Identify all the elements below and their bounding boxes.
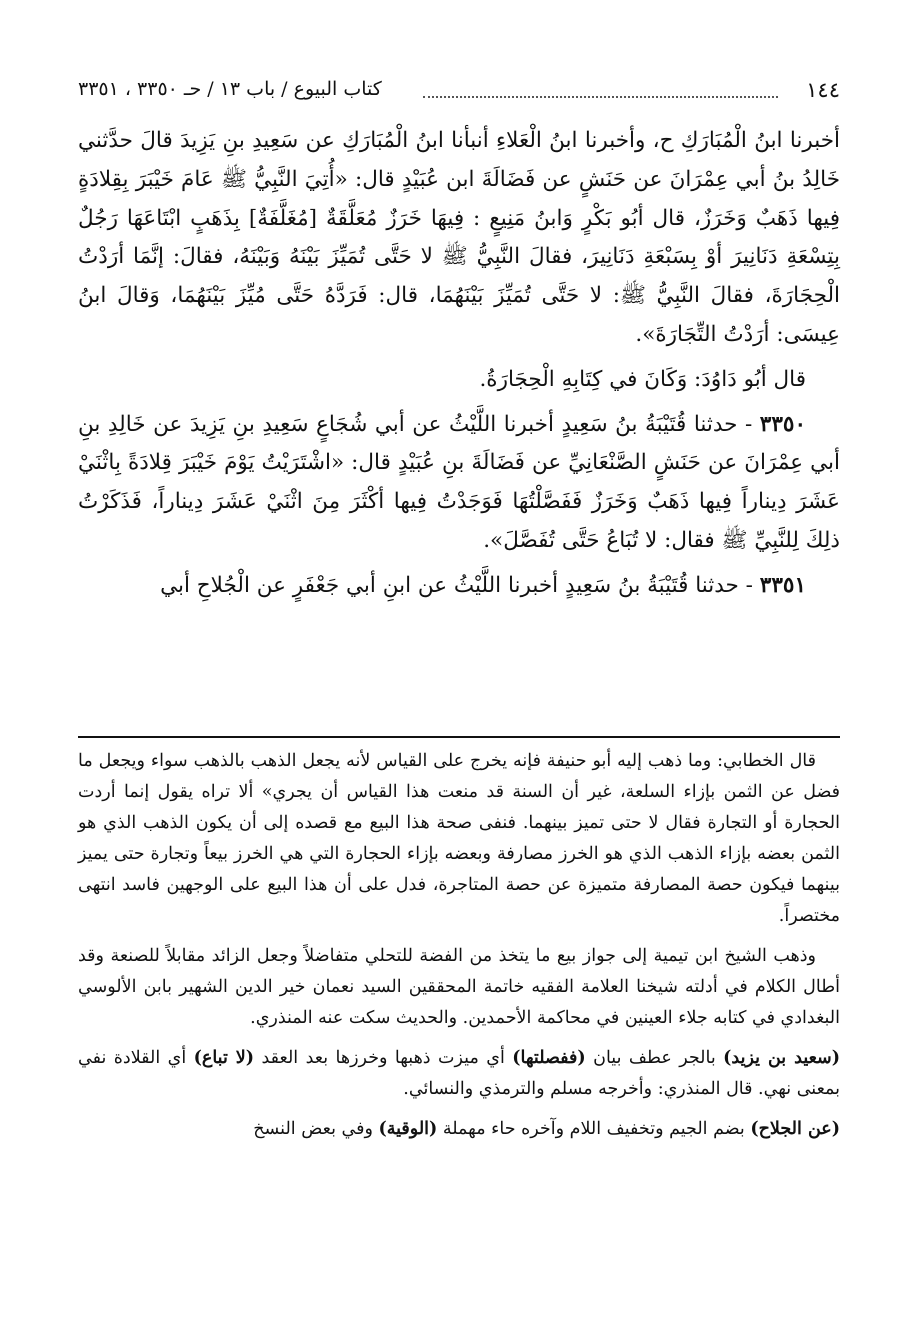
commentary-paragraph-3: [78, 1043, 840, 1105]
term: (لا تباع): [193, 1048, 255, 1068]
commentary-paragraph-2: وذهب الشيخ ابن تيمية إلى جواز بيع ما يتخذ من الفضة للتحلي متفاضلاً وجعل الزائد مقابلاً للصنعة وقد أطال الكلام في أدلته شيخنا العلامة الفقيه خاتمة المحققين السيد نعمان خير الدين الشهير بابن الألوسي البغدادي في كتابه جلاء العينين في محاكمة الأحمدين. والحديث سكت عنه المنذري.: [78, 946, 840, 1028]
commentary-section: [78, 746, 840, 1154]
hadith-3350-text: - حدثنا قُتَيْبَةُ بنُ سَعِيدٍ أخبرنا اللَّيْثُ عن أبي شُجَاعٍ سَعِيدِ بنِ يَزِيدَ عن خَالِدِ بنِ أبي عِمْرَانَ عن حَنَشٍ الصَّنْعَانِيِّ عن فَضَالَةَ بنِ عُبَيْدٍ قال: «اشْتَرَيْتُ يَوْمَ خَيْبَرَ قِلادَةً بِاثْنَيْ عَشَرَ دِيناراً فِيها ذَهَبٌ وَخَرَزٌ فَفَصَّلْتُهَا فَوَجَدْتُ فِيها أكْثَرَ مِنَ اثْنَيْ عَشَرَ دِيناراً، فَذَكَرْتُ ذلِكَ لِلنَّبِيِّ ﷺ فقال: لا تُبَاعُ حَتَّى تُفَصَّلَ».: [78, 411, 840, 553]
gloss: وفي بعض النسخ: [253, 1119, 379, 1139]
hadith-number: ٣٣٥٠: [759, 411, 806, 437]
book-page: [78, 0, 840, 1340]
gloss: أي القلادة نفي بمعنى نهي. قال المنذري: وأخرجه مسلم والترمذي والنسائي.: [78, 1048, 840, 1099]
gloss: أي ميزت ذهبها وخرزها بعد العقد: [254, 1048, 513, 1068]
gloss: بضم الجيم وتخفيف اللام وآخره حاء مهملة: [437, 1119, 751, 1139]
hadith-3350: [78, 406, 840, 561]
abu-dawud-note: قال أبُو دَاوُدَ: وَكَانَ في كِتَابِهِ الْحِجَارَةُ.: [479, 366, 806, 392]
term: (ففصلتها): [512, 1048, 586, 1068]
header-dotted-leader: [423, 96, 778, 98]
commentary-paragraph-1: قال الخطابي: وما ذهب إليه أبو حنيفة فإنه يخرج على القياس لأنه يجعل الذهب بالذهب سواء ويجعل ما فضل عن الثمن بإزاء السلعة، غير أن السنة قد منعت هذا القياس أن يجري» ألا تراه يقول إنما أردت الحجارة أو التجارة فقال لا حتى تميز بينهما. فنفى صحة هذا البيع مع قصده إلى أن يكون الذهب الذي هو الثمن بعضه بإزاء الذهب الذي هو الخرز مصارفة وبعضه بإزاء الحجارة التي هي الخرز بيعاً وتجارة حتى يميز بينهما فيكون حصة المصارفة متميزة عن حصة المتاجرة، فدل على أن هذا البيع على الوجهين فاسد انتهى مختصراً.: [78, 751, 840, 926]
term: (الوقية): [378, 1119, 438, 1139]
commentary-paragraph-4: [78, 1114, 840, 1145]
running-header: [78, 78, 840, 114]
header-title: كتاب البيوع / باب ١٣ / حـ ٣٣٥٠ ، ٣٣٥١: [78, 78, 382, 100]
hadith-3351-text: - حدثنا قُتَيْبَةُ بنُ سَعِيدٍ أخبرنا اللَّيْثُ عن ابنِ أبي جَعْفَرٍ عن الْجُلاحِ أبي: [160, 572, 753, 598]
term: (عن الجلاح): [750, 1119, 840, 1139]
hadith-number: ٣٣٥١: [759, 572, 806, 598]
hadith-3351: [78, 567, 840, 606]
gloss: بالجر عطف بيان: [585, 1048, 724, 1068]
page-number: ١٤٤: [806, 78, 840, 102]
term: (سعيد بن يزيد): [723, 1048, 840, 1068]
footnote-divider: [78, 736, 840, 738]
hadith-text: [78, 122, 840, 612]
hadith-paragraph-1: أخبرنا ابنُ الْمُبَارَكِ ح، وأخبرنا ابنُ الْعَلاءِ أنبأنا ابنُ الْمُبَارَكِ عن سَعِيدِ بنِ يَزِيدَ قالَ حدَّثني خَالِدُ بنُ أبي عِمْرَانَ عن حَنَشٍ عن فَضَالَةَ ابن عُبَيْدٍ قال: «أُتِيَ النَّبِيُّ ﷺ عَامَ خَيْبَرَ بِقِلادَةٍ فِيها ذَهَبٌ وَخَرَزٌ، قال أبُو بَكْرٍ وَابنُ مَنِيعٍ : فِيهَا خَرَزٌ مُعَلَّقَةٌ [مُغَلَّفَةٌ] بِذَهَبٍ ابْتَاعَهَا رَجُلٌ بِتِسْعَةِ دَنَانِيرَ أوْ بِسَبْعَةِ دَنَانِيرَ، فقالَ النَّبِيُّ ﷺ لا حَتَّى تُمَيِّزَ بَيْنَهُ وَبَيْنَهُ، فقالَ: إنَّمَا أرَدْتُ الْحِجَارَةَ، فقالَ النَّبِيُّ ﷺ: لا حَتَّى تُمَيِّزَ بَيْنَهُمَا، قال: فَرَدَّهُ حَتَّى مُيِّزَ بَيْنَهُمَا، وَقالَ ابنُ عِيسَى: أرَدْتُ التِّجَارَةَ».: [78, 128, 840, 347]
